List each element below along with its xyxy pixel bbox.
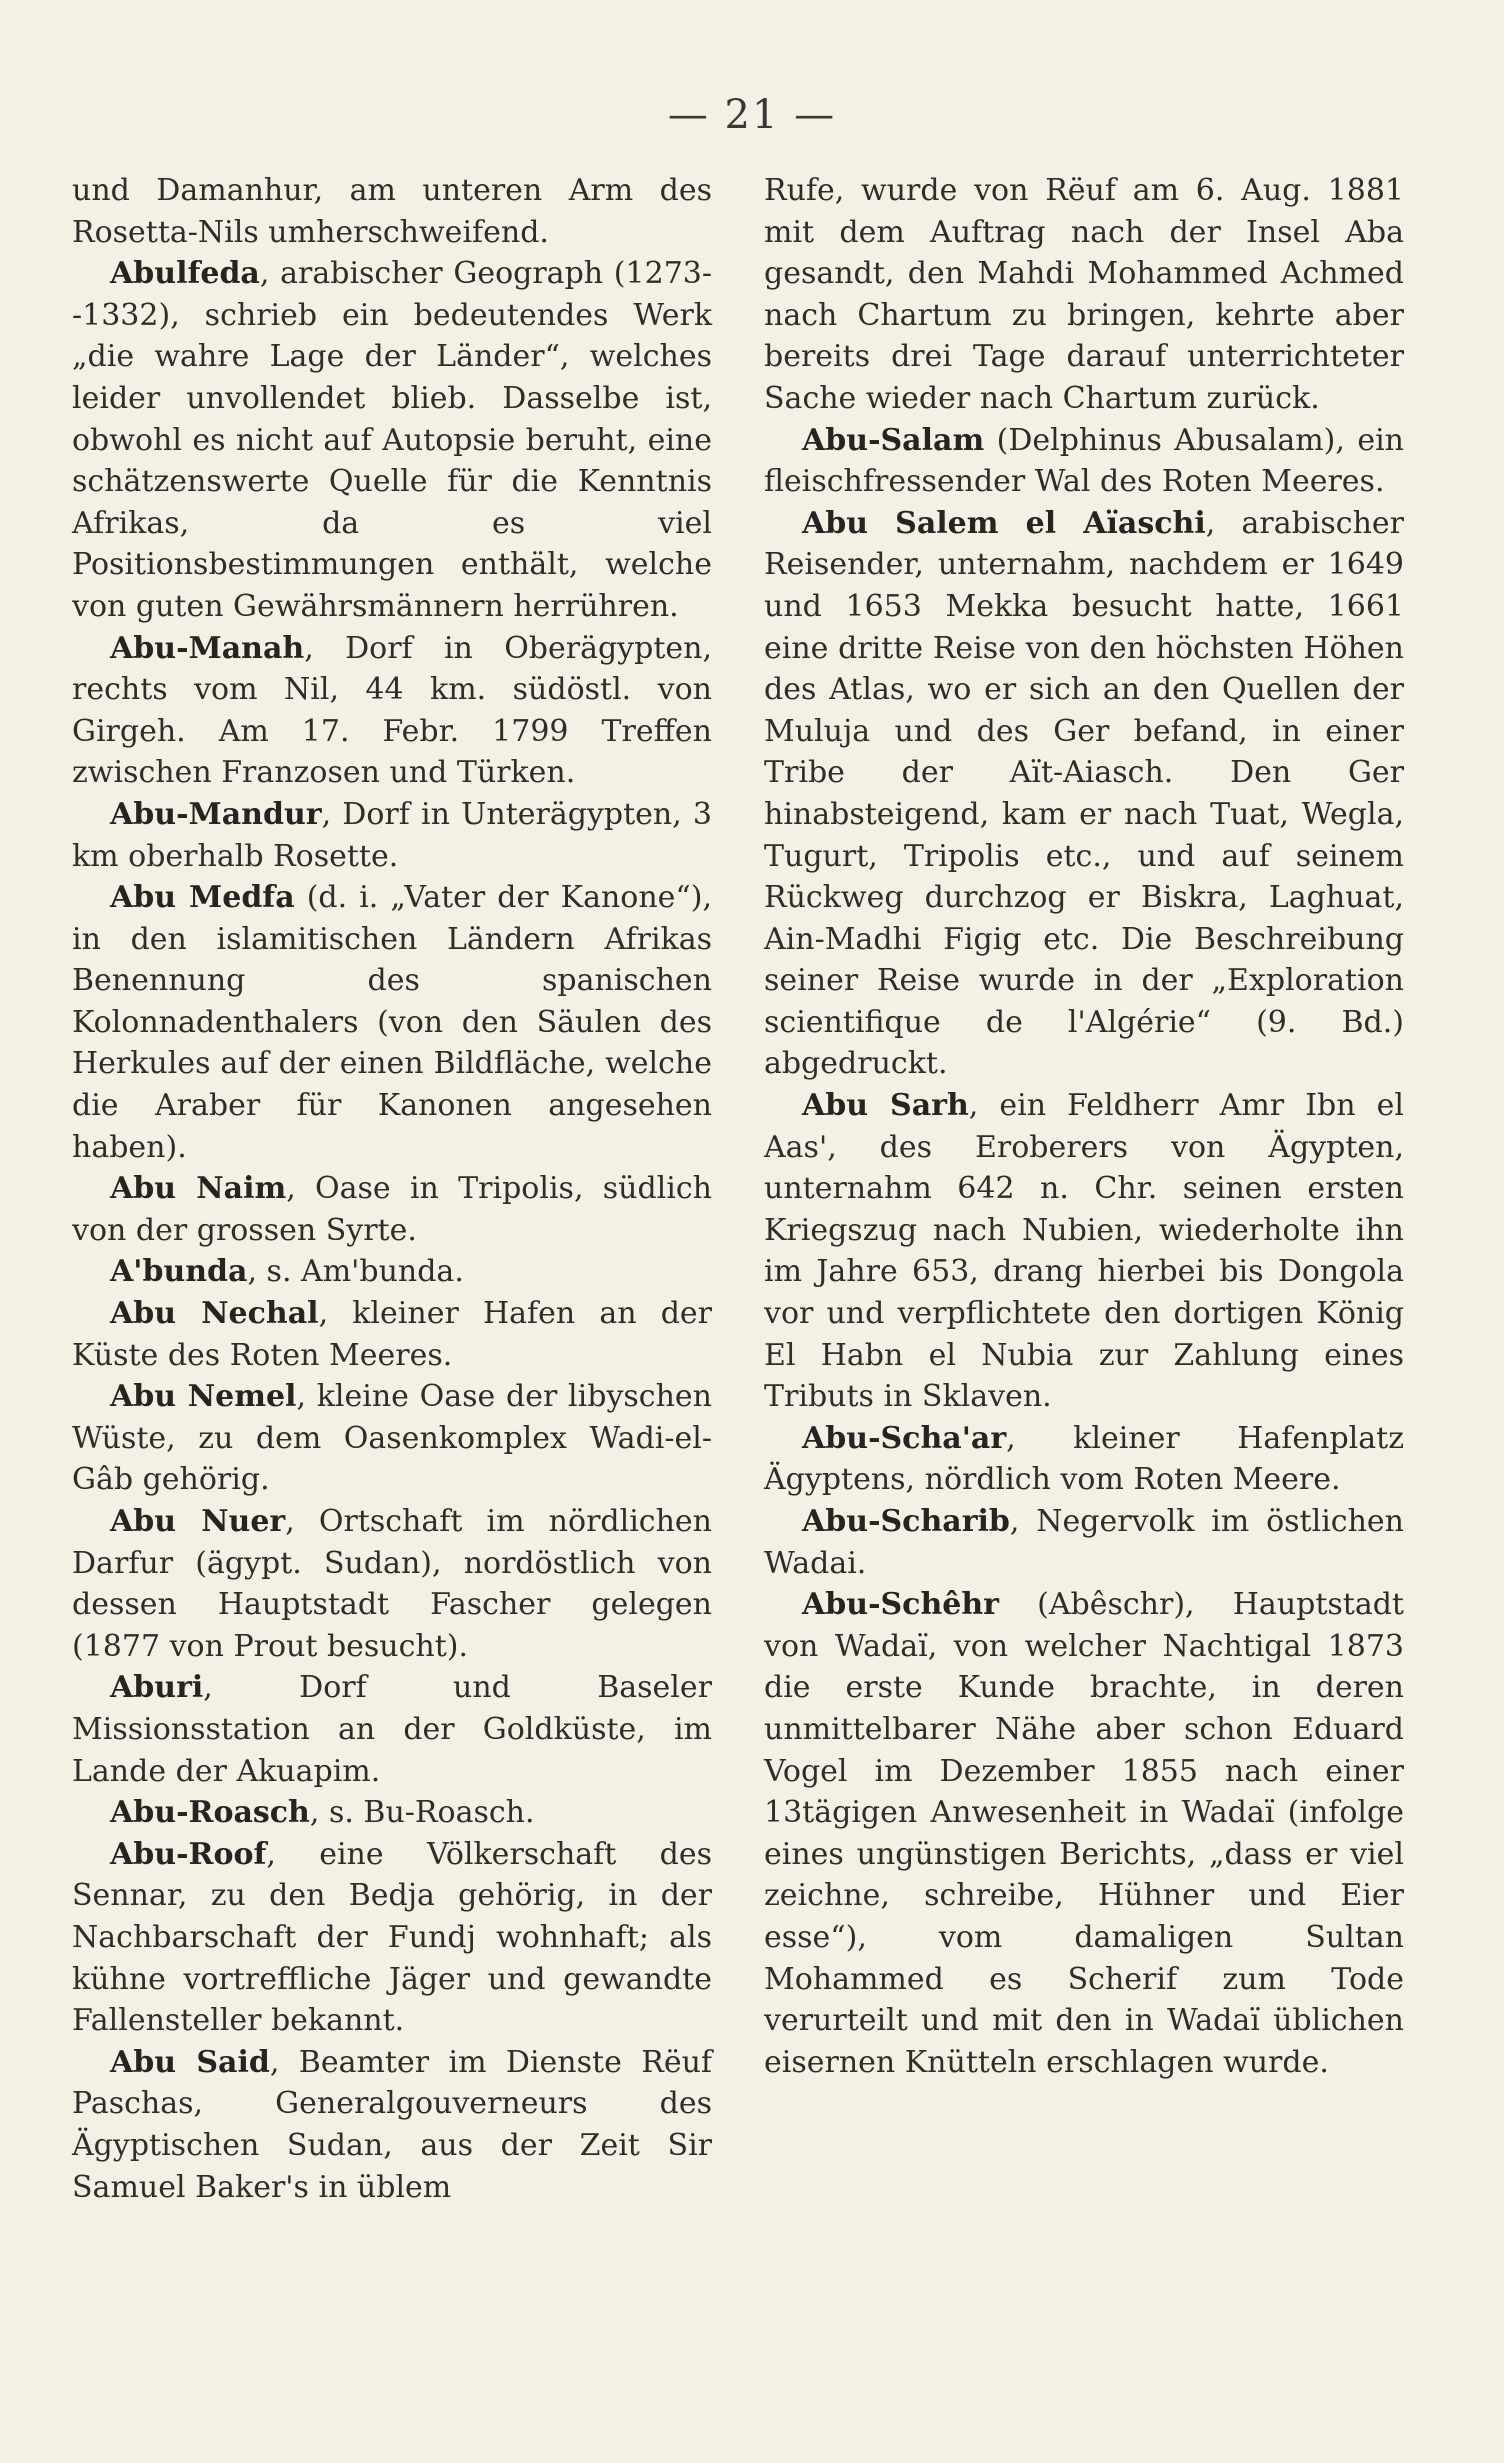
entry-text: , Oase in Tripolis, südlich von der grossen Syrte.: [72, 1171, 712, 1248]
dictionary-entry: [72, 1501, 712, 1667]
dictionary-entry: [72, 1376, 712, 1501]
dictionary-entry: [764, 1584, 1404, 2083]
entry-term: Abu Naim: [110, 1171, 287, 1207]
entry-term: Abu Said: [110, 2044, 270, 2080]
entry-text: , Dorf und Baseler Missionsstation an der Goldküste, im Lande der Akuapim.: [72, 1670, 712, 1789]
entry-term: Abu-Manah: [110, 630, 305, 666]
dictionary-entry: [72, 794, 712, 877]
entry-text: (Delphinus Abusalam), ein fleischfressender Wal des Roten Meeres.: [764, 422, 1404, 500]
dictionary-entry: [72, 1251, 712, 1293]
dictionary-entry: [72, 1168, 712, 1251]
dictionary-entry: [764, 420, 1404, 503]
entry-term: Abu-Scha'ar: [802, 1420, 1007, 1456]
entry-text: , Beamter im Dienste Rëuf Paschas, Generalgouverneurs des Ägyptischen Sudan, aus der Zeit Sir Samuel Baker's in üblem: [72, 2044, 712, 2205]
entry-term: Abu Nuer: [110, 1504, 286, 1539]
dictionary-entry: [72, 1834, 712, 2042]
entry-text: , kleiner Hafenplatz Ägyptens, nördlich vom Roten Meere.: [764, 1420, 1404, 1498]
dictionary-entry: [72, 877, 712, 1168]
entry-text: , Dorf in Unterägypten, 3 km oberhalb Rosette.: [72, 796, 712, 874]
entry-text: , Ortschaft im nördlichen Darfur (ägypt. Sudan), nordöstlich von dessen Hauptstadt Fascher gelegen (1877 von Prout besucht).: [72, 1504, 712, 1664]
entry-term: Abu Sarh: [802, 1088, 969, 1124]
entry-term: Abu-Roasch: [110, 1795, 310, 1831]
entry-text: , arabischer Reisender, unternahm, nachdem er 1649 und 1653 Mekka besucht hatte, 1661 eine dritte Reise von den höchsten Höhen des Atlas, wo er sich an den Quellen der Muluja und des Ger befand, in einer Tribe der Aït-Aiasch. Den Ger hinabsteigend, kam er nach Tuat, Wegla, Tugurt, Tripolis etc., und auf seinem Rückweg durchzog er Biskra, Laghuat, Ain-Madhi Figig etc. Die Beschreibung seiner Reise wurde in der „Exploration scientifique de l'Algérie“ (9. Bd.) abgedruckt.: [764, 505, 1404, 1082]
entry-text: , s. Bu-Roasch.: [309, 1795, 535, 1831]
entry-text: , kleine Oase der libyschen Wüste, zu dem Oasenkomplex Wadi-el-Gâb gehörig.: [72, 1379, 712, 1498]
entry-text: , Negervolk im östlichen Wadai.: [764, 1504, 1404, 1581]
dictionary-entry: [72, 1667, 712, 1792]
entry-term: Abu Nechal: [110, 1296, 319, 1332]
entry-term: A'bunda: [110, 1254, 248, 1290]
entry-text: , eine Völkerschaft des Sennar, zu den Bedja gehörig, in der Nachbarschaft der Fundj wohnhaft; als kühne vortreffliche Jäger und gewandte Fallensteller bekannt.: [72, 1836, 712, 2039]
entry-text: , arabischer Geograph (1273--1332), schrieb ein bedeutendes Werk „die wahre Lage der Länder“, welches leider unvollendet blieb. Dasselbe ist, obwohl es nicht auf Autopsie beruht, eine schätzenswerte Quelle für die Kenntnis Afrikas, da es viel Positionsbestimmungen enthält, welche von guten Gewährsmännern herrühren.: [72, 256, 712, 624]
entry-text: und Damanhur, am unteren Arm des Rosetta-Nils umherschweifend.: [72, 173, 712, 250]
entry-term: Abu-Roof: [110, 1836, 267, 1872]
entry-term: Abu Nemel: [110, 1379, 297, 1415]
dictionary-entry: [764, 1501, 1404, 1584]
entry-term: Abu Salem el Aïaschi: [802, 505, 1206, 541]
entry-term: Abu-Salam: [802, 422, 985, 458]
entry-text: , Dorf in Oberägypten, rechts vom Nil, 44 km. südöstl. von Girgeh. Am 17. Febr. 1799 Treffen zwischen Franzosen und Türken.: [72, 630, 712, 791]
entry-text: (d. i. „Vater der Kanone“), in den islamitischen Ländern Afrikas Benennung des spanischen Kolonnadenthalers (von den Säulen des Herkules auf der einen Bildfläche, welche die Araber für Kanonen angesehen haben).: [72, 880, 712, 1165]
dictionary-entry: [764, 170, 1404, 420]
entry-term: Abu-Schêhr: [802, 1587, 999, 1623]
entry-term: Abu Medfa: [110, 880, 295, 916]
dictionary-entry: [72, 1293, 712, 1376]
entry-term: Abulfeda: [110, 256, 260, 292]
dictionary-entry: [72, 170, 712, 253]
entry-term: Aburi: [110, 1670, 204, 1706]
page-number-header: — 21 —: [667, 92, 837, 138]
entry-text: Rufe, wurde von Rëuf am 6. Aug. 1881 mit dem Auftrag nach der Insel Aba gesandt, den Mahdi Mohammed Achmed nach Chartum zu bringen, kehrte aber bereits drei Tage darauf unterrichteter Sache wieder nach Chartum zurück.: [764, 173, 1404, 416]
left-column: [72, 170, 712, 2208]
entry-text: , s. Am'bunda.: [247, 1254, 464, 1290]
entry-text: , kleiner Hafen an der Küste des Roten Meeres.: [72, 1296, 713, 1373]
entry-text: , ein Feldherr Amr Ibn el Aas', des Eroberers von Ägypten, unternahm 642 n. Chr. seinen ersten Kriegszug nach Nubien, wiederholte ihn im Jahre 653, drang hierbei bis Dongola vor und verpflichtete den dortigen König El Habn el Nubia zur Zahlung eines Tributs in Sklaven.: [764, 1088, 1404, 1415]
entry-term: Abu-Scharib: [802, 1504, 1010, 1539]
dictionary-entry: [72, 1792, 712, 1834]
dictionary-entry: [764, 1085, 1404, 1418]
dictionary-entry: [764, 1418, 1404, 1501]
dictionary-entry: [72, 628, 712, 794]
entry-text: (Abêschr), Hauptstadt von Wadaï, von welcher Nachtigal 1873 die erste Kunde brachte, in deren unmittelbarer Nähe aber schon Eduard Vogel im Dezember 1855 nach einer 13tägigen Anwesenheit in Wadaï (infolge eines ungünstigen Berichts, „dass er viel zeichne, schreibe, Hühner und Eier esse“), vom damaligen Sultan Mohammed es Scherif zum Tode verurteilt und mit den in Wadaï üblichen eisernen Knütteln erschlagen wurde.: [764, 1587, 1404, 2080]
dictionary-entry: [72, 2042, 712, 2208]
dictionary-entry: [764, 503, 1404, 1085]
right-column: [764, 170, 1404, 2083]
entry-term: Abu-Mandur: [110, 796, 322, 832]
dictionary-entry: [72, 253, 712, 627]
